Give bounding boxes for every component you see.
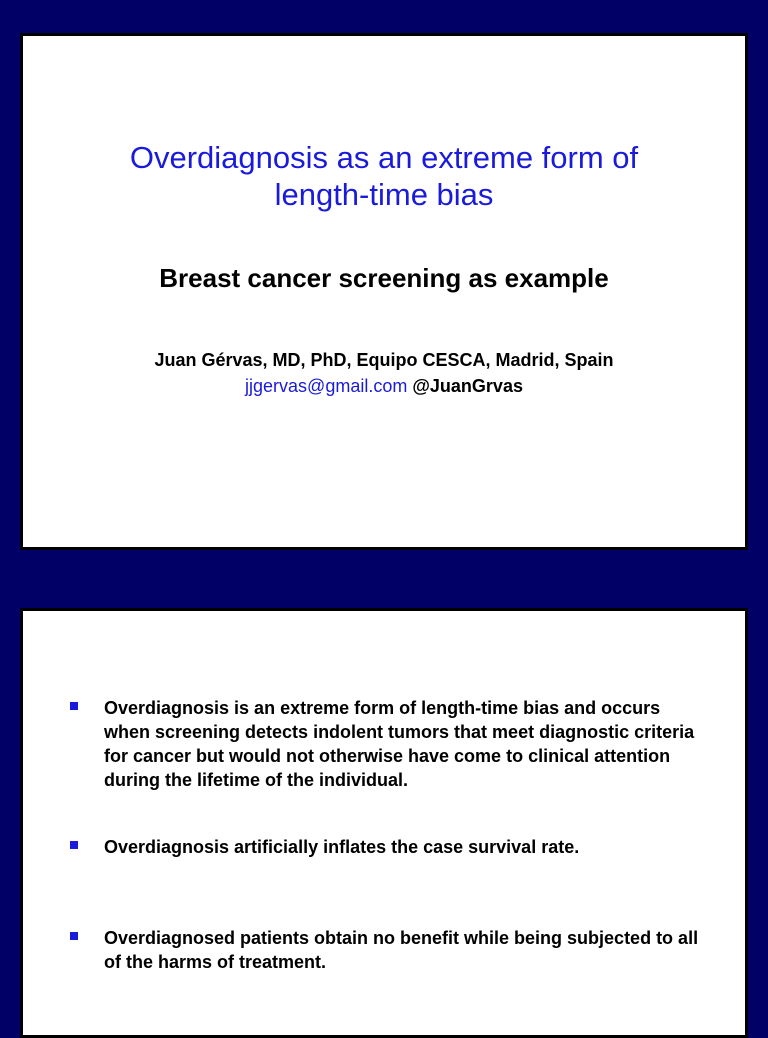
bullet-text: Overdiagnosis is an extreme form of length-time bias and occurs when screening detects indolent tumors that meet diagnostic criteria for cancer but would not otherwise have come to clinical attention during the lifetime of the individual. xyxy=(104,698,695,790)
twitter-handle: @JuanGrvas xyxy=(412,376,523,396)
bullet-text: Overdiagnosed patients obtain no benefit while being subjected to all of the harms of treatment. xyxy=(104,928,699,972)
square-bullet-icon xyxy=(70,932,78,940)
square-bullet-icon xyxy=(70,841,78,849)
title-slide xyxy=(20,33,748,550)
slide-title-line-1: Overdiagnosis as an extreme form of xyxy=(129,140,639,175)
bullet-text: Overdiagnosis artificially inflates the case survival rate. xyxy=(104,837,580,857)
square-bullet-icon xyxy=(70,702,78,710)
slide-subtitle: Breast cancer screening as example xyxy=(159,263,609,293)
author-line: Juan Gérvas, MD, PhD, Equipo CESCA, Madrid, Spain xyxy=(154,350,614,370)
slide-title xyxy=(23,139,745,213)
contact-line xyxy=(23,374,745,398)
bullets-slide xyxy=(20,608,748,1038)
slide-title-line-2: length-time bias xyxy=(274,177,494,212)
email-link[interactable]: jjgervas@gmail.com xyxy=(245,376,408,396)
